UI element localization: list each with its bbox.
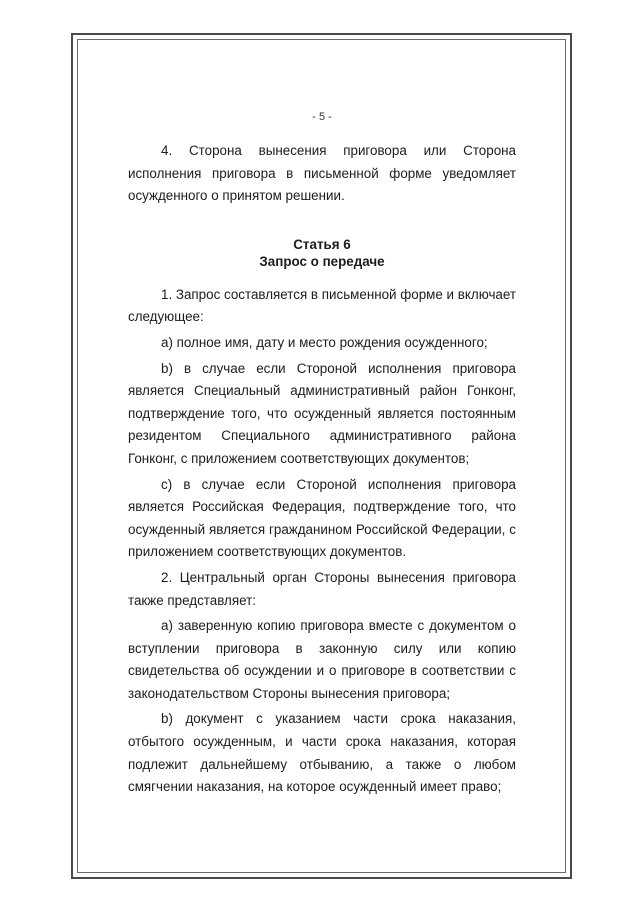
document-body xyxy=(128,110,516,799)
paragraph-1: 1. Запрос составляется в письменной форме и включает следующее: xyxy=(128,286,516,325)
article-title: Запрос о передаче xyxy=(259,253,385,269)
article-number: Статья 6 xyxy=(293,236,351,252)
paragraph-4: 4. Сторона вынесения приговора или Сторона исполнения приговора в письменной форме уведомляет осужденного о принятом решении. xyxy=(128,143,516,204)
paragraph-2: 2. Центральный орган Стороны вынесения приговора также представляет: xyxy=(128,569,516,608)
item-2a: a) заверенную копию приговора вместе с документом о вступлении приговора в законную силу или копию свидетельства об осуждении и о приговоре в соответствии с законодательством Стороны вынесения приговора; xyxy=(128,618,516,701)
article-heading xyxy=(128,236,516,270)
item-1a: a) полное имя, дату и место рождения осужденного; xyxy=(161,334,488,350)
item-1b: b) в случае если Стороной исполнения приговора является Специальный административный район Гонконг, подтверждение того, что осужденный является постоянным резидентом Специального административного района Гонконг, с приложением соответствующих документов; xyxy=(128,360,516,466)
item-2b: b) документ с указанием части срока наказания, отбытого осужденным, и части срока наказания, которая подлежит дальнейшему отбыванию, а также о любом смягчении наказания, на которое осужденный имеет право; xyxy=(128,711,516,795)
item-1c: c) в случае если Стороной исполнения приговора является Российская Федерация, подтверждение того, что осужденный является гражданином Российской Федерации, с приложением соответствующих документов. xyxy=(128,476,516,560)
page-number: - 5 - xyxy=(312,111,332,123)
